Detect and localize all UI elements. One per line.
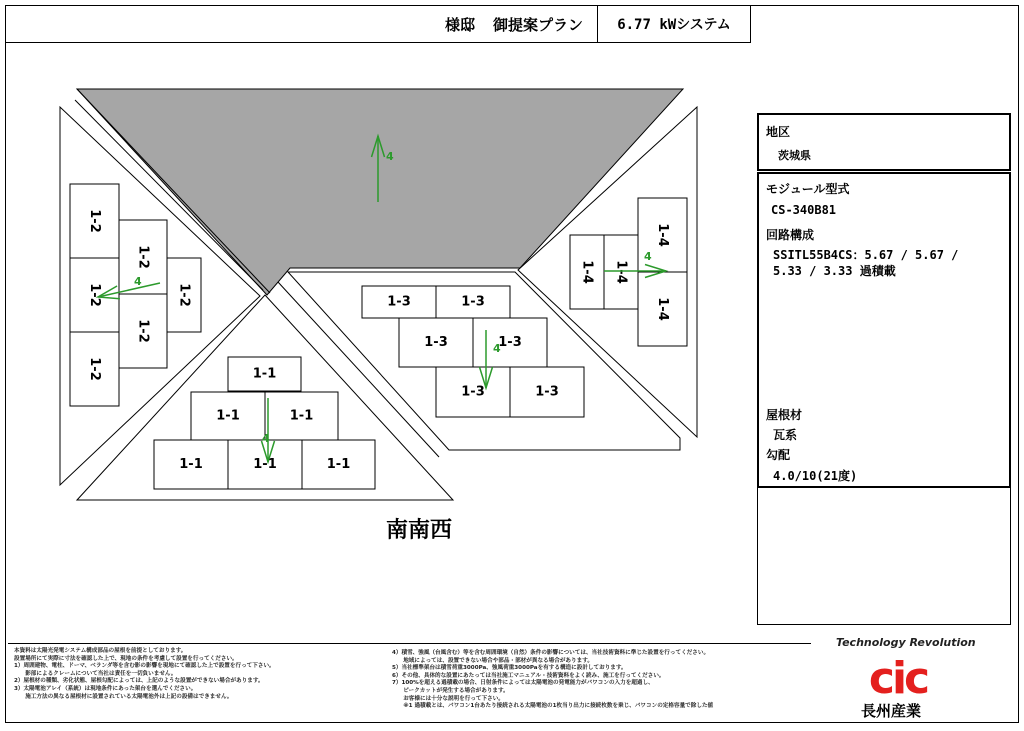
note-line: 地域によっては、設置できない場合や部品・部材が異なる場合があります。	[392, 657, 593, 664]
module-string-label: 1-3	[535, 384, 559, 400]
note-line: 設置場所にて実際に寸法を確認した上で、現地の条件を考慮して設置を行ってください。	[14, 655, 238, 662]
module-string-label: 1-1	[252, 366, 277, 382]
circuit-value-line1: SSITL55B4CS：5.67 / 5.67 /	[773, 248, 959, 262]
module-string-label: 1-3	[498, 335, 522, 350]
module-type-label: モジュール型式	[766, 182, 850, 196]
module-string-label: 1-4	[655, 223, 670, 247]
note-line: 2）屋根材の種類、劣化状態、屋根勾配によっては、上記のような設置ができない場合があります。	[14, 678, 264, 685]
pitch-value: 4.0/10(21度)	[773, 469, 858, 483]
logo-tagline: Technology Revolution	[836, 636, 976, 649]
system-size: 6.77 kWシステム	[617, 17, 731, 33]
module-string-label: 1-2	[87, 357, 102, 381]
module-string-label: 1-3	[461, 294, 485, 310]
module-string-label: 1-1	[326, 457, 351, 472]
notes-right	[392, 650, 713, 711]
note-line: ピークカットが発生する場合があります。	[392, 687, 509, 694]
note-line: 影部によるクレームについて当社は責任を一切負いません。	[14, 670, 177, 677]
roof-material-label: 屋根材	[766, 408, 803, 422]
module-string-label: 1-3	[387, 294, 411, 310]
module-string-label: 1-4	[613, 260, 629, 284]
spec-box-blank	[757, 488, 1011, 625]
notes-left	[14, 648, 275, 701]
company-name: 長州産業	[861, 702, 922, 720]
customer-label: 様邸	[444, 15, 475, 34]
module-string-label: 1-1	[289, 408, 314, 424]
module-string-label: 1-2	[87, 283, 102, 307]
module-string-label: 1-3	[424, 335, 448, 350]
note-line: 6）その他、具体的な設置にあたっては当社施工マニュアル・技術資料をよく読み、施工を行ってください。	[392, 672, 665, 679]
module-string-label: 1-2	[135, 319, 151, 343]
note-line: 1）周囲建物、電柱、ドーマ、ベランダ等を含む影の影響を現地にて確認した上で設置を行って下さい。	[14, 663, 275, 670]
module-string-label: 1-1	[179, 457, 203, 472]
cic-logo	[853, 655, 943, 699]
module-string-label: 1-4	[579, 260, 595, 284]
note-line: 本資料は太陽光発電システム構成部品の屋根を前提としております。	[14, 648, 187, 654]
plan-title: 御提案プラン	[492, 15, 583, 34]
module-string-label: 1-2	[87, 209, 102, 233]
module-string-label: 1-2	[176, 283, 192, 307]
note-line: お客様には十分な説明を行って下さい。	[392, 695, 504, 702]
roof-material-value: 瓦系	[773, 428, 798, 442]
area-box	[757, 113, 1011, 171]
logo-mark-text: cic	[868, 655, 928, 699]
module-string-label: 1-2	[135, 245, 151, 269]
note-line: 5）当社標準架台は積雪荷重3000Pa、強風荷重3000Paを有する構造に設計しております。	[392, 665, 627, 672]
slope-arrow-label: 4	[493, 342, 501, 355]
slope-arrow-label: 4	[134, 275, 142, 288]
module-string-label: 1-4	[655, 297, 670, 321]
slope-arrow-label: 4	[262, 432, 270, 445]
module-type-value: CS-340B81	[771, 203, 837, 217]
note-line: ※1 過積載とは、パワコン1台あたり接続される太陽電池の1枚当り出力に接続枚数を乗じ、パワコンの定格容量で除した値	[392, 703, 714, 710]
footer-divider	[8, 643, 811, 644]
note-line: 施工方法の異なる屋根材に設置されている太陽電池外は上記の設備はできません。	[14, 693, 233, 700]
note-line: 3）太陽電池アレイ（系統）は現地条件にあった架台を選んでください。	[14, 685, 197, 692]
module-string-label: 1-1	[253, 457, 277, 472]
slope-arrow-label: 4	[386, 150, 394, 163]
pitch-label: 勾配	[766, 448, 791, 462]
slope-arrow-label: 4	[644, 250, 652, 263]
note-line: 7）100%を超える過積載の場合、日射条件によっては太陽電池の発電能力がパワコンの入力を超過し、	[392, 680, 654, 687]
module-string-label: 1-3	[461, 384, 485, 400]
module-string-label: 1-1	[216, 408, 240, 424]
spec-box	[757, 172, 1011, 488]
area-value: 茨城県	[778, 149, 811, 162]
circuit-label: 回路構成	[766, 228, 815, 242]
roof-direction-label: 南南西	[386, 518, 453, 543]
note-line: 4）積雪、強風（台風含む）等を含む周囲環境（自然）条件の影響については、当社技術資料に準じた設置を行ってください。	[392, 650, 710, 656]
circuit-value-line2: 5.33 / 3.33 過積載	[773, 264, 896, 278]
area-label: 地区	[766, 125, 791, 139]
